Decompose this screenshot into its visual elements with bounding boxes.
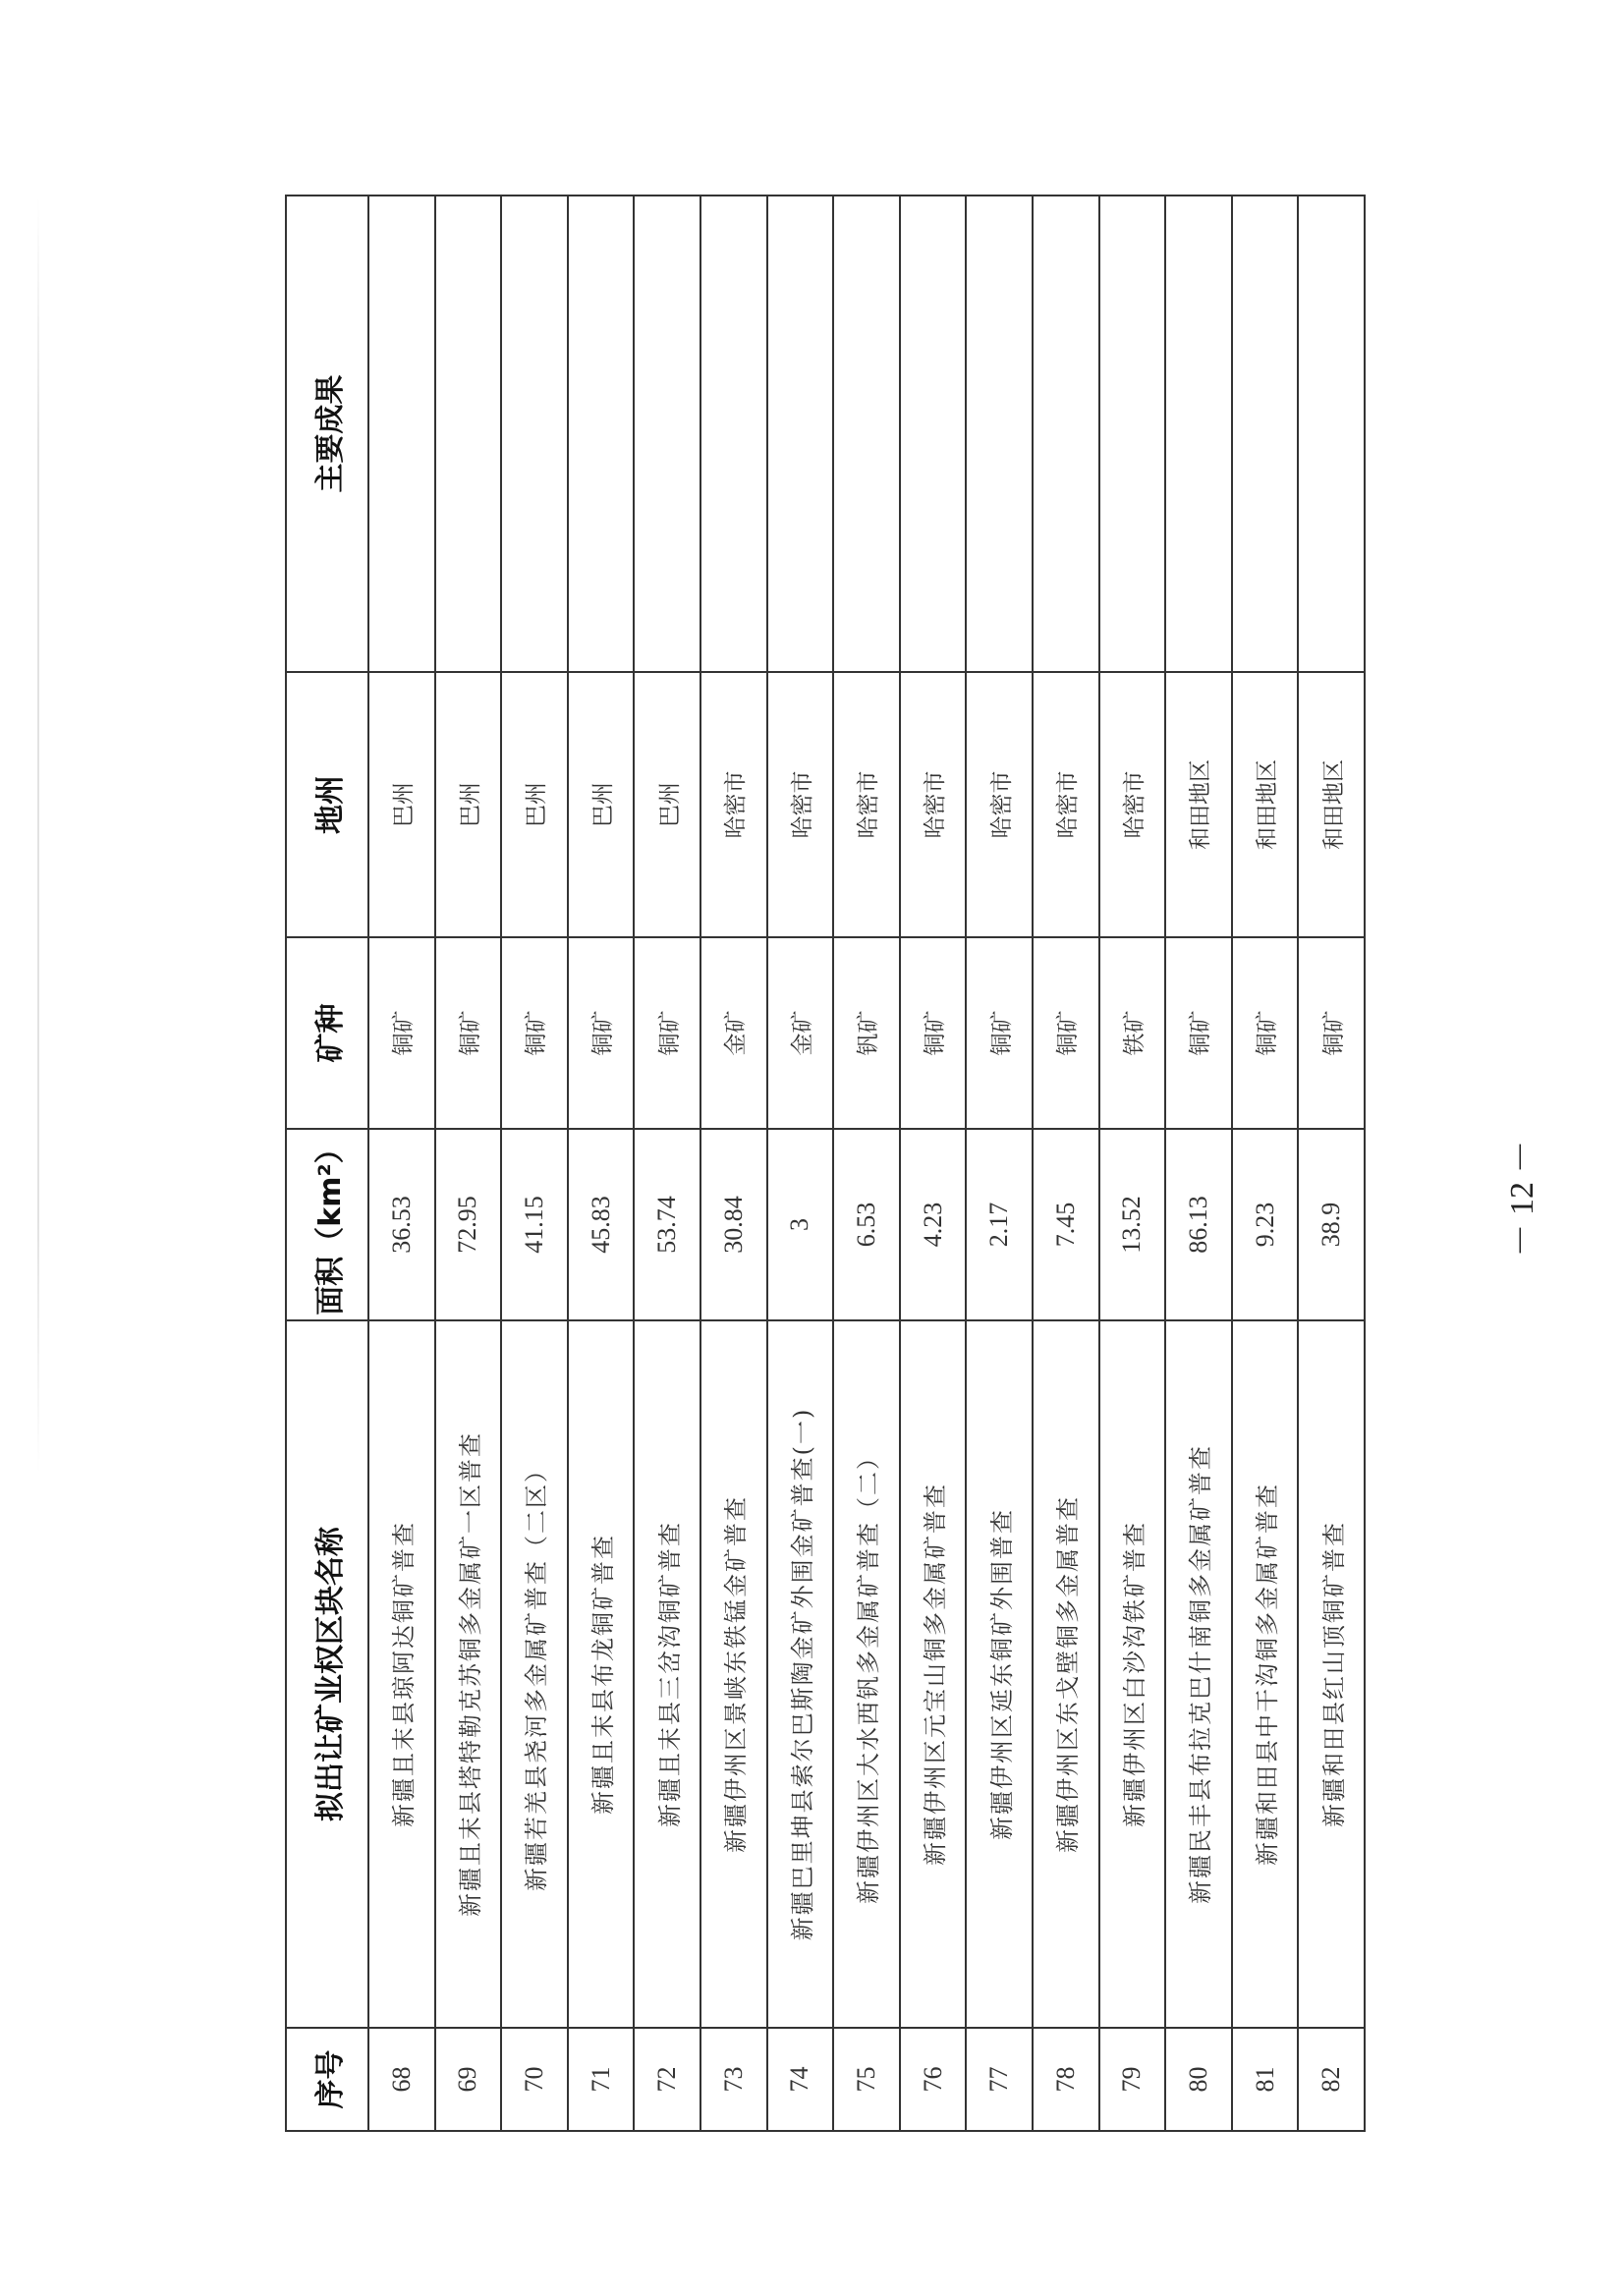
cell-block-name: 新疆伊州区大水西钒多金属矿普查（二） <box>833 1320 900 2028</box>
cell-block-name: 新疆且末县三岔沟铜矿普查 <box>634 1320 700 2028</box>
table-row <box>634 196 700 2131</box>
cell-seq: 69 <box>435 2028 502 2131</box>
cell-prefecture: 巴州 <box>368 672 435 937</box>
cell-block-name: 新疆巴里坤县索尔巴斯陶金矿外围金矿普查(一) <box>767 1320 834 2028</box>
table-body <box>368 196 1365 2131</box>
cell-prefecture: 哈密市 <box>966 672 1033 937</box>
header-block-name: 拟出让矿业权区块名称 <box>286 1320 368 2028</box>
cell-mineral: 金矿 <box>767 937 834 1129</box>
cell-area: 86.13 <box>1165 1129 1232 1320</box>
header-seq: 序号 <box>286 2028 368 2131</box>
header-results: 主要成果 <box>286 196 368 672</box>
cell-area: 13.52 <box>1099 1129 1166 1320</box>
cell-mineral: 钒矿 <box>833 937 900 1129</box>
cell-prefecture: 巴州 <box>568 672 635 937</box>
cell-prefecture: 哈密市 <box>1099 672 1166 937</box>
cell-prefecture: 巴州 <box>435 672 502 937</box>
cell-results <box>1099 196 1166 672</box>
cell-prefecture: 哈密市 <box>833 672 900 937</box>
cell-block-name: 新疆民丰县布拉克巴什南铜多金属矿普查 <box>1165 1320 1232 2028</box>
cell-mineral: 铜矿 <box>501 937 568 1129</box>
cell-mineral: 铜矿 <box>1165 937 1232 1129</box>
cell-mineral: 铜矿 <box>634 937 700 1129</box>
cell-block-name: 新疆且末县布龙铜矿普查 <box>568 1320 635 2028</box>
cell-prefecture: 和田地区 <box>1165 672 1232 937</box>
cell-results <box>833 196 900 672</box>
table-row <box>1033 196 1099 2131</box>
cell-block-name: 新疆若羌县尧河多金属矿普查（二区） <box>501 1320 568 2028</box>
cell-seq: 80 <box>1165 2028 1232 2131</box>
cell-area: 9.23 <box>1232 1129 1299 1320</box>
cell-block-name: 新疆且末县琼阿达铜矿普查 <box>368 1320 435 2028</box>
header-mineral: 矿种 <box>286 937 368 1129</box>
cell-area: 30.84 <box>700 1129 767 1320</box>
cell-seq: 77 <box>966 2028 1033 2131</box>
cell-results <box>1232 196 1299 672</box>
cell-area: 45.83 <box>568 1129 635 1320</box>
cell-area: 72.95 <box>435 1129 502 1320</box>
table-row <box>966 196 1033 2131</box>
cell-seq: 82 <box>1298 2028 1365 2131</box>
cell-mineral: 铜矿 <box>435 937 502 1129</box>
cell-mineral: 铜矿 <box>966 937 1033 1129</box>
cell-results <box>634 196 700 672</box>
cell-mineral: 铁矿 <box>1099 937 1166 1129</box>
page-number: － 12 － <box>1503 1140 1540 1258</box>
cell-block-name: 新疆和田县中干沟铜多金属矿普查 <box>1232 1320 1299 2028</box>
cell-results <box>767 196 834 672</box>
table-row <box>1099 196 1166 2131</box>
table-row <box>1232 196 1299 2131</box>
table-container <box>285 196 1366 2132</box>
table-header-row <box>286 196 368 2131</box>
cell-prefecture: 和田地区 <box>1232 672 1299 937</box>
cell-area: 6.53 <box>833 1129 900 1320</box>
cell-results <box>435 196 502 672</box>
scan-shadow <box>37 196 39 1474</box>
cell-results <box>700 196 767 672</box>
cell-seq: 75 <box>833 2028 900 2131</box>
cell-results <box>966 196 1033 672</box>
cell-results <box>1033 196 1099 672</box>
cell-prefecture: 哈密市 <box>1033 672 1099 937</box>
cell-block-name: 新疆和田县红山顶铜矿普查 <box>1298 1320 1365 2028</box>
cell-block-name: 新疆伊州区元宝山铜多金属矿普查 <box>900 1320 967 2028</box>
cell-prefecture: 哈密市 <box>767 672 834 937</box>
cell-area: 36.53 <box>368 1129 435 1320</box>
cell-seq: 81 <box>1232 2028 1299 2131</box>
cell-block-name: 新疆伊州区景峡东铁锰金矿普查 <box>700 1320 767 2028</box>
cell-block-name: 新疆伊州区东戈壁铜多金属普查 <box>1033 1320 1099 2028</box>
cell-area: 41.15 <box>501 1129 568 1320</box>
cell-seq: 70 <box>501 2028 568 2131</box>
cell-block-name: 新疆伊州区白沙沟铁矿普查 <box>1099 1320 1166 2028</box>
cell-block-name: 新疆伊州区延东铜矿外围普查 <box>966 1320 1033 2028</box>
cell-seq: 68 <box>368 2028 435 2131</box>
cell-area: 4.23 <box>900 1129 967 1320</box>
cell-seq: 79 <box>1099 2028 1166 2131</box>
cell-area: 38.9 <box>1298 1129 1365 1320</box>
table-row <box>767 196 834 2131</box>
cell-prefecture: 哈密市 <box>900 672 967 937</box>
table-row <box>900 196 967 2131</box>
table-row <box>568 196 635 2131</box>
table-row <box>435 196 502 2131</box>
table-row <box>368 196 435 2131</box>
cell-area: 7.45 <box>1033 1129 1099 1320</box>
cell-prefecture: 巴州 <box>634 672 700 937</box>
cell-seq: 74 <box>767 2028 834 2131</box>
cell-mineral: 金矿 <box>700 937 767 1129</box>
cell-mineral: 铜矿 <box>368 937 435 1129</box>
cell-mineral: 铜矿 <box>900 937 967 1129</box>
table-row <box>700 196 767 2131</box>
cell-results <box>1165 196 1232 672</box>
cell-block-name: 新疆且末县塔特勒克苏铜多金属矿一区普查 <box>435 1320 502 2028</box>
cell-area: 53.74 <box>634 1129 700 1320</box>
table-row <box>1298 196 1365 2131</box>
mining-rights-table <box>285 195 1366 2132</box>
cell-area: 3 <box>767 1129 834 1320</box>
cell-seq: 76 <box>900 2028 967 2131</box>
cell-results <box>501 196 568 672</box>
cell-seq: 78 <box>1033 2028 1099 2131</box>
cell-mineral: 铜矿 <box>1033 937 1099 1129</box>
cell-results <box>900 196 967 672</box>
cell-mineral: 铜矿 <box>1298 937 1365 1129</box>
header-prefecture: 地州 <box>286 672 368 937</box>
cell-results <box>568 196 635 672</box>
cell-seq: 73 <box>700 2028 767 2131</box>
table-row <box>1165 196 1232 2131</box>
cell-mineral: 铜矿 <box>1232 937 1299 1129</box>
cell-mineral: 铜矿 <box>568 937 635 1129</box>
header-area: 面积（km²） <box>286 1129 368 1320</box>
cell-prefecture: 和田地区 <box>1298 672 1365 937</box>
cell-results <box>368 196 435 672</box>
cell-results <box>1298 196 1365 672</box>
cell-area: 2.17 <box>966 1129 1033 1320</box>
cell-prefecture: 巴州 <box>501 672 568 937</box>
cell-prefecture: 哈密市 <box>700 672 767 937</box>
cell-seq: 72 <box>634 2028 700 2131</box>
cell-seq: 71 <box>568 2028 635 2131</box>
table-row <box>833 196 900 2131</box>
table-row <box>501 196 568 2131</box>
